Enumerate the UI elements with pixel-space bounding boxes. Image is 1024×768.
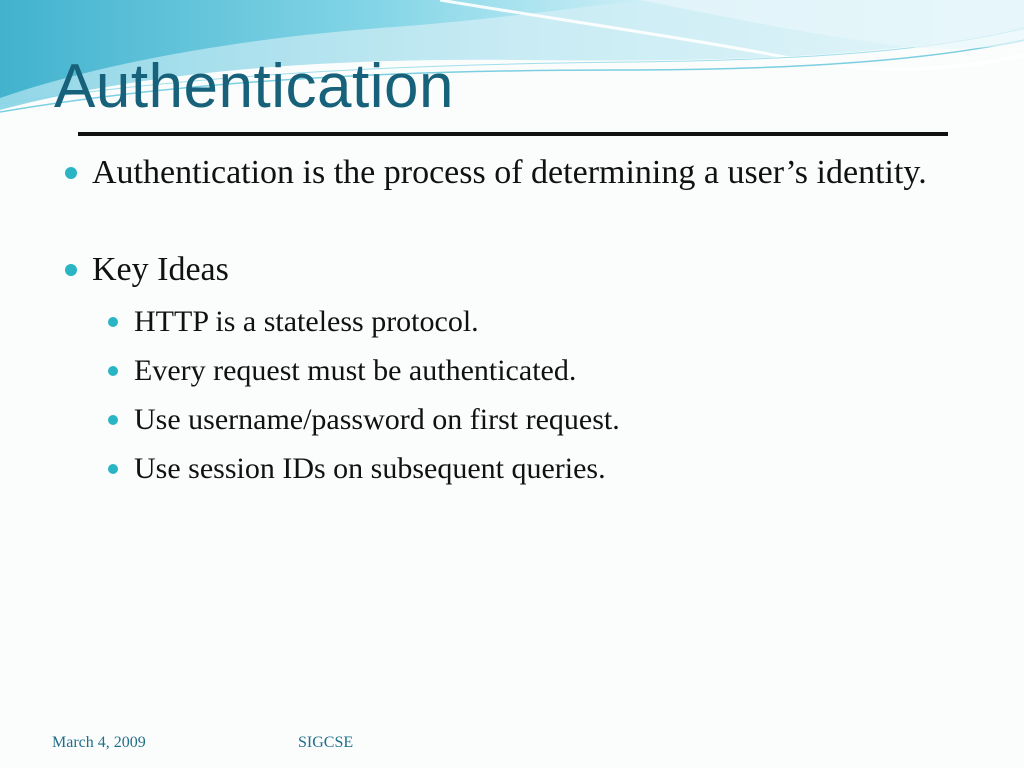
sub-bullet-dot-icon [108,366,118,376]
sub-bullet-item: Every request must be authenticated. [134,354,577,387]
sub-bullet-dot-icon [108,464,118,474]
sub-bullet-dot-icon [108,415,118,425]
bullet-dot-icon [65,264,77,276]
bullet-item: Key Ideas [92,251,229,288]
slide-title: Authentication [54,52,454,121]
sub-bullet-item: HTTP is a stateless protocol. [134,305,479,338]
bullet-dot-icon [65,167,77,179]
footer-organization: SIGCSE [298,734,354,751]
sub-bullet-dot-icon [108,317,118,327]
sub-bullet-item: Use session IDs on subsequent queries. [134,452,606,485]
bullet-item: Authentication is the process of determining a user’s identity. [92,154,927,191]
sub-bullet-item: Use username/password on first request. [134,403,620,436]
footer-date: March 4, 2009 [52,734,146,751]
